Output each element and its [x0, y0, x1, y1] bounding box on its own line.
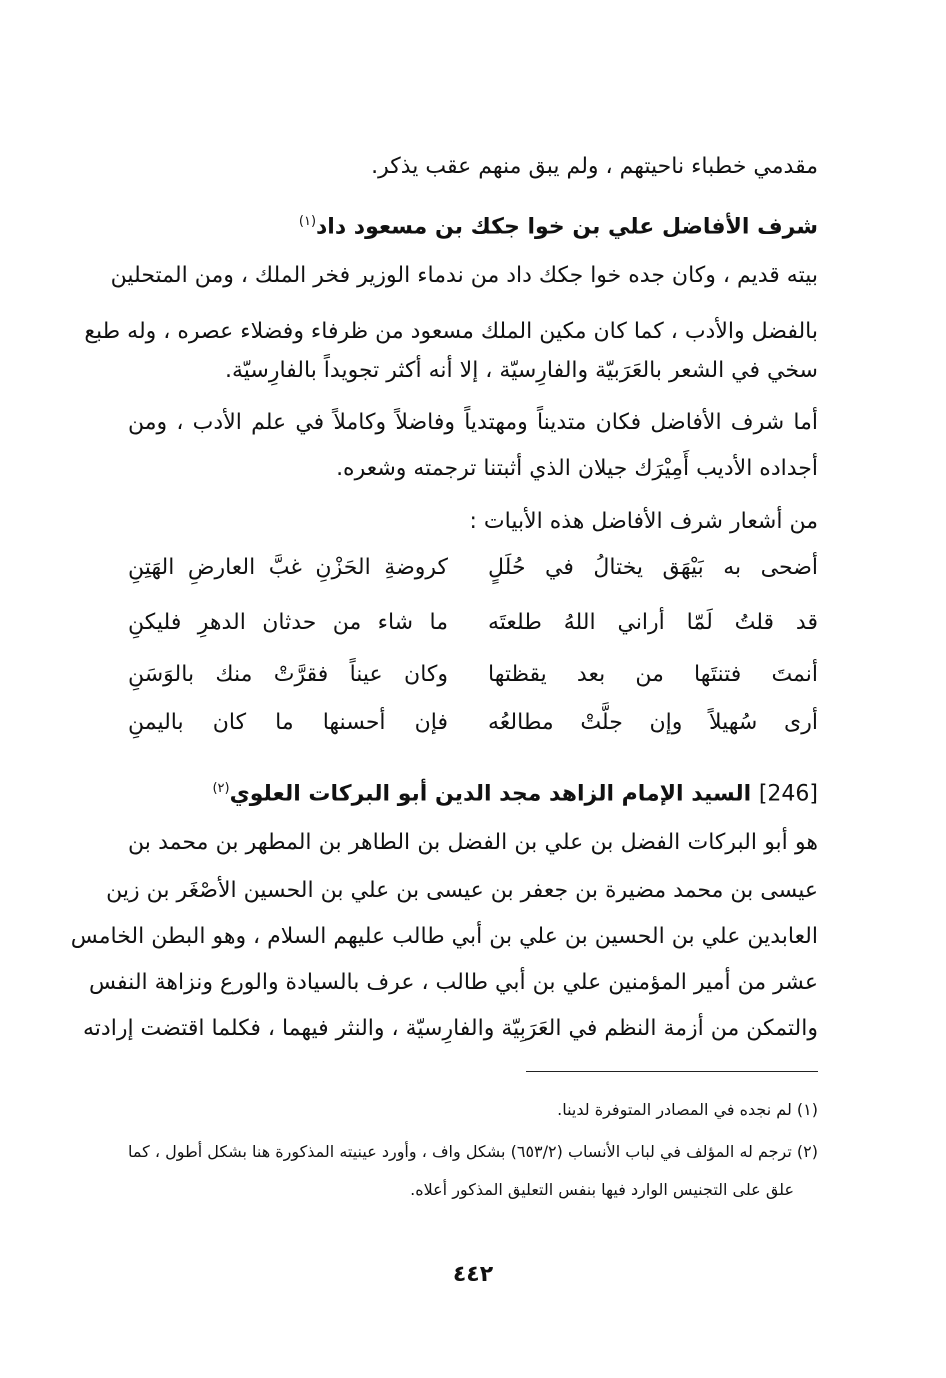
verse-row [128, 548, 818, 588]
paragraph-line: عيسى بن محمد مضيرة بن جعفر بن عيسى بن علي بن الحسين الأصْغَر بن زين [106, 878, 818, 903]
paragraph-line: عشر من أمير المؤمنين علي بن أبي طالب ، عرف بالسيادة والورع ونزاهة النفس [89, 970, 818, 995]
section-heading-sayyid [118, 772, 818, 811]
verse-second-hemistich: كروضةِ الحَزْنِ غبَّ العارضِ الهَتِنِ [128, 555, 448, 580]
verse-first-hemistich: أنمتَ فتنتَها من بعد يقظتها [488, 662, 818, 687]
verse-row [128, 603, 818, 643]
paragraph-line: والتمكن من أزمة النظم في العَرَبِيّة والفارِسيّة ، والنثر فيهما ، فكلما اقتضت إرادته [83, 1016, 818, 1041]
verse-first-hemistich: قد قلتُ لَمّا أراني اللهُ طلعتَه [488, 610, 818, 635]
section-heading-sharaf [118, 205, 818, 244]
verse-row [128, 655, 818, 695]
paragraph-line: العابدين علي بن الحسين بن علي بن أبي طالب عليهم السلام ، وهو البطن الخامس [70, 924, 818, 949]
heading-text: شرف الأفاضل علي بن خوا جكك بن مسعود داد [316, 214, 818, 240]
footnote-2-continuation: علق على التجنيس الوارد فيها بنفس التعليق المذكور أعلاه. [410, 1180, 794, 1199]
paragraph-line: بالفضل والأدب ، كما كان مكين الملك مسعود من ظرفاء وفضلاء عصره ، وله طبع [84, 319, 818, 344]
paragraph-line: أجداده الأديب أَمِيْرَك جيلان الذي أثبتنا ترجمته وشعره. [336, 456, 818, 481]
page-number: ٤٤٢ [452, 1262, 494, 1287]
verse-second-hemistich: وكان عيناً فقرَّتْ منك بالوَسَنِ [128, 662, 448, 687]
heading-text: السيد الإمام الزاهد مجد الدين أبو البركات العلوي [229, 781, 752, 807]
verse-first-hemistich: أرى سُهيلاً وإن جلَّتْ مطالعُه [488, 710, 818, 735]
footnote-divider [526, 1071, 818, 1072]
paragraph-line: بيته قديم ، وكان جده خوا جكك داد من ندماء الوزير فخر الملك ، ومن المتحلين [110, 263, 818, 288]
footnote-2: (٢) ترجم له المؤلف في لباب الأنساب (٦٥٣/٢) بشكل واف ، وأورد عينيته المذكورة هنا بشكل أطول ، كما [128, 1142, 819, 1161]
verse-row [128, 703, 818, 743]
footnote-1: (١) لم نجده في المصادر المتوفرة لدينا. [557, 1100, 818, 1119]
paragraph-line: هو أبو البركات الفضل بن علي بن الفضل بن الطاهر بن المطهر بن محمد بن [128, 830, 818, 855]
paragraph-line: سخي في الشعر بالعَرَبيّة والفارِسيّة ، إلا أنه أكثر تجويداً بالفارِسيّة. [224, 358, 818, 383]
verse-first-hemistich: أضحى به بَيْهَق يختالُ في حُلَلٍ [488, 555, 818, 580]
paragraph-line: أما شرف الأفاضل فكان متديناً ومهتدياً وفاضلاً وكاملاً في علم الأدب ، ومن [128, 410, 818, 435]
paragraph-line: مقدمي خطباء ناحيتهم ، ولم يبق منهم عقب يذكر. [371, 154, 818, 179]
verse-second-hemistich: ما شاء من حدثان الدهرِ فليكنِ [128, 610, 448, 635]
verses-intro: من أشعار شرف الأفاضل هذه الأبيات : [469, 509, 818, 534]
verse-second-hemistich: فإن أحسنها ما كان باليمنِ [128, 710, 448, 735]
footnote-ref: (٢) [212, 781, 230, 796]
entry-number: [246] [758, 781, 818, 807]
footnote-ref: (١) [298, 214, 317, 229]
